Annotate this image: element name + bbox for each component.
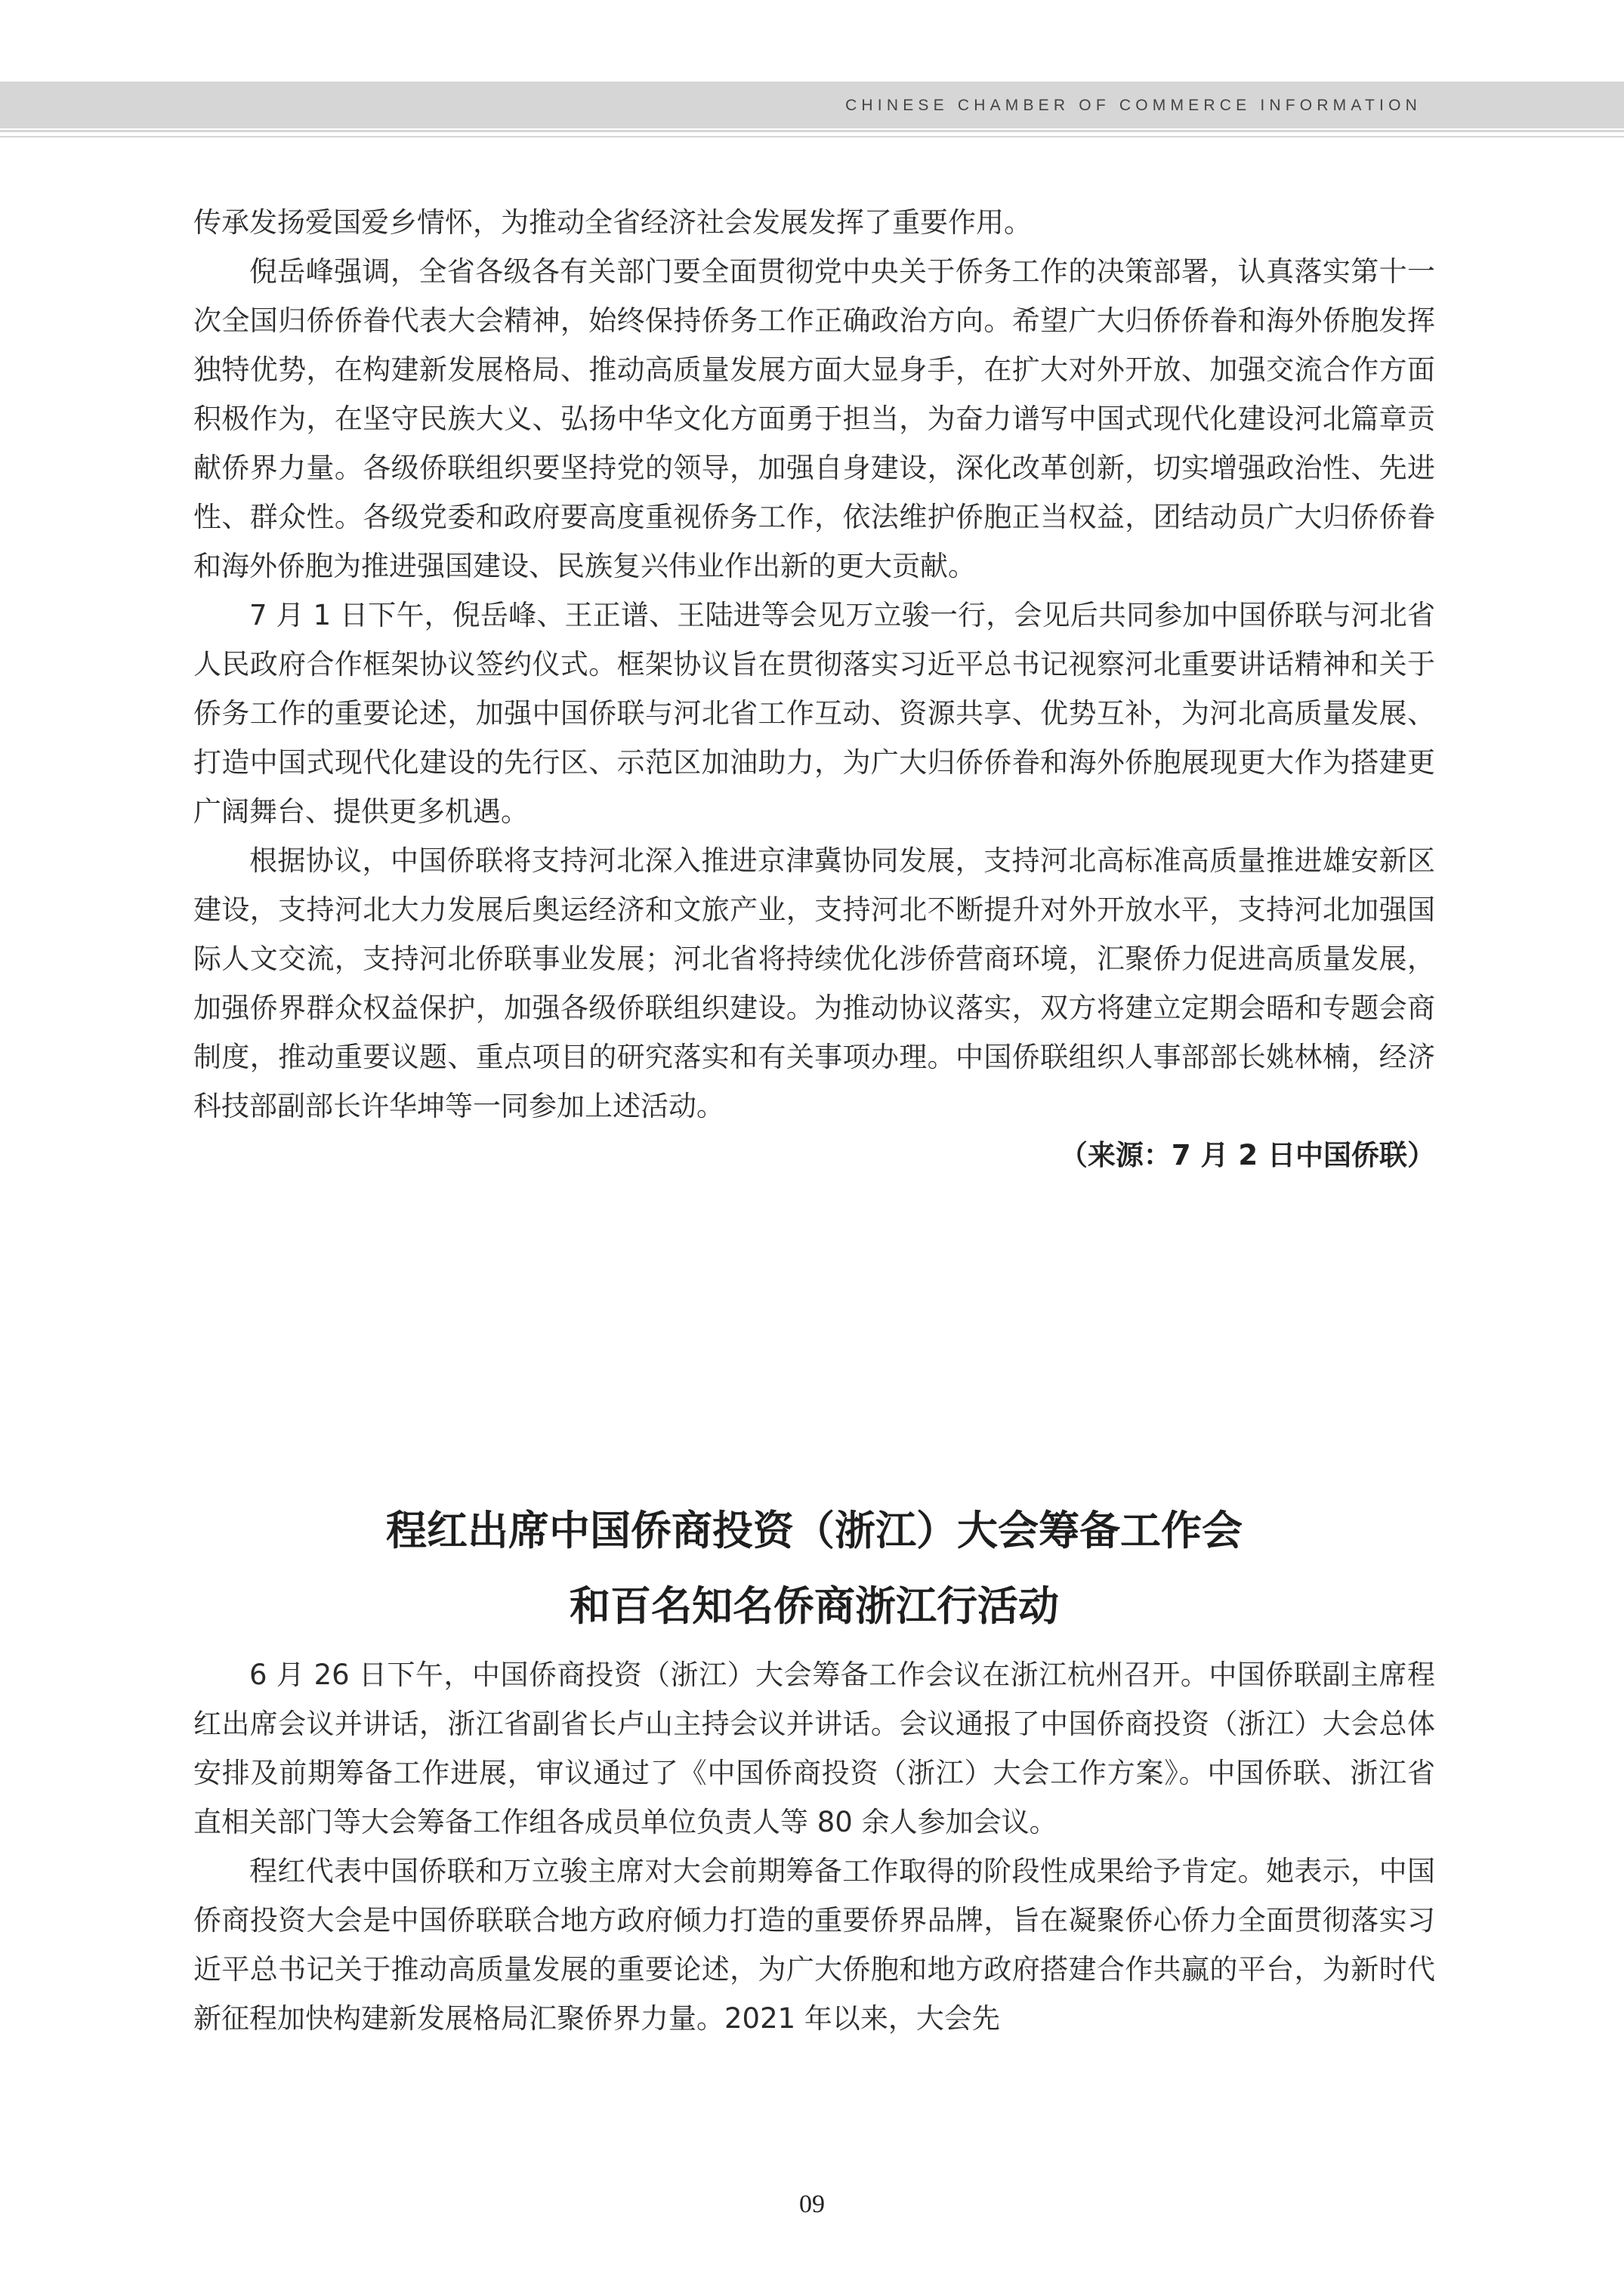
paragraph: 6 月 26 日下午，中国侨商投资（浙江）大会筹备工作会议在浙江杭州召开。中国侨联副主席程红出席会议并讲话，浙江省副省长卢山主持会议并讲话。会议通报了中国侨商投资（浙江）大会总体安排及前期筹备工作进展，审议通过了《中国侨商投资（浙江）大会工作方案》。中国侨联、浙江省直相关部门等大会筹备工作组各成员单位负责人等 80 余人参加会议。 (193, 1659, 1435, 1838)
article-title-line1: 程红出席中国侨商投资（浙江）大会筹备工作会 (386, 1507, 1243, 1554)
paragraph: 根据协议，中国侨联将支持河北深入推进京津冀协同发展，支持河北高标准高质量推进雄安新区建设，支持河北大力发展后奥运经济和文旅产业，支持河北不断提升对外开放水平，支持河北加强国际人文交流，支持河北侨联事业发展；河北省将持续优化涉侨营商环境，汇聚侨力促进高质量发展，加强侨界群众权益保护，加强各级侨联组织建设。为推动协议落实，双方将建立定期会晤和专题会商制度，推动重要议题、重点项目的研究落实和有关事项办理。中国侨联组织人事部部长姚林楠，经济科技部副部长许华坤等一同参加上述活动。 (193, 844, 1435, 1122)
article-continued (193, 198, 1435, 1180)
article-body (193, 1650, 1435, 2043)
paragraph: 程红代表中国侨联和万立骏主席对大会前期筹备工作取得的阶段性成果给予肯定。她表示，中国侨商投资大会是中国侨联联合地方政府倾力打造的重要侨界品牌，旨在凝聚侨心侨力全面贯彻落实习近平总书记关于推动高质量发展的重要论述，为广大侨胞和地方政府搭建合作共赢的平台，为新时代新征程加快构建新发展格局汇聚侨界力量。2021 年以来，大会先 (193, 1855, 1435, 2035)
publication-name: CHINESE CHAMBER OF COMMERCE INFORMATION (845, 97, 1422, 114)
paragraph: 传承发扬爱国爱乡情怀，为推动全省经济社会发展发挥了重要作用。 (193, 206, 1032, 239)
paragraph: 7 月 1 日下午，倪岳峰、王正谱、王陆进等会见万立骏一行，会见后共同参加中国侨联与河北省人民政府合作框架协议签约仪式。框架协议旨在贯彻落实习近平总书记视察河北重要讲话精神和关于侨务工作的重要论述，加强中国侨联与河北省工作互动、资源共享、优势互补，为河北高质量发展、打造中国式现代化建设的先行区、示范区加油助力，为广大归侨侨眷和海外侨胞展现更大作为搭建更广阔舞台、提供更多机遇。 (193, 599, 1435, 828)
header-rule (0, 130, 1624, 132)
source-note: （来源：7 月 2 日中国侨联） (1059, 1139, 1435, 1171)
page-number: 09 (799, 2190, 825, 2218)
header-rule-thin (0, 136, 1624, 137)
article-title-line2: 和百名知名侨商浙江行活动 (570, 1582, 1059, 1630)
paragraph: 倪岳峰强调，全省各级各有关部门要全面贯彻党中央关于侨务工作的决策部署，认真落实第十一次全国归侨侨眷代表大会精神，始终保持侨务工作正确政治方向。希望广大归侨侨眷和海外侨胞发挥独特优势，在构建新发展格局、推动高质量发展方面大显身手，在扩大对外开放、加强交流合作方面积极作为，在坚守民族大义、弘扬中华文化方面勇于担当，为奋力谱写中国式现代化建设河北篇章贡献侨界力量。各级侨联组织要坚持党的领导，加强自身建设，深化改革创新，切实增强政治性、先进性、群众性。各级党委和政府要高度重视侨务工作，依法维护侨胞正当权益，团结动员广大归侨侨眷和海外侨胞为推进强国建设、民族复兴伟业作出新的更大贡献。 (193, 255, 1435, 582)
